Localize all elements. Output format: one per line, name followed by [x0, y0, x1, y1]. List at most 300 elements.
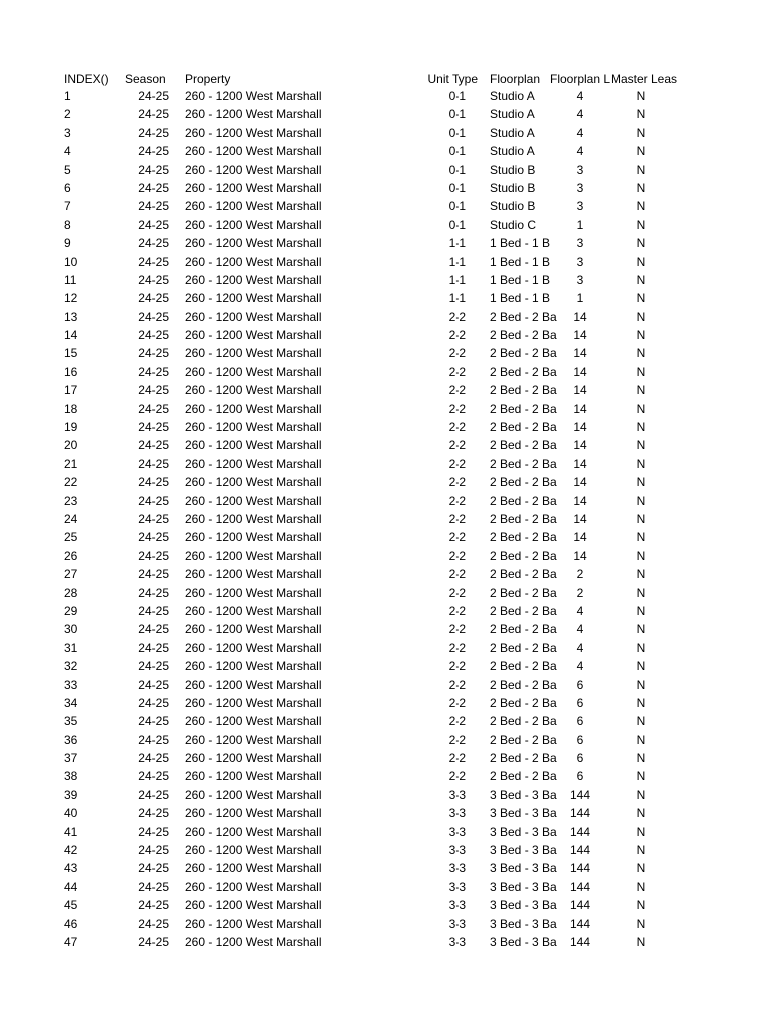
- table-row: [0, 179, 768, 197]
- cell-season: 24-25: [138, 530, 169, 545]
- table-row: [0, 253, 768, 271]
- cell-floorplan: 3 Bed - 3 Ba: [490, 898, 557, 913]
- table-row: [0, 381, 768, 399]
- cell-floorplan: Studio A: [490, 125, 535, 140]
- cell-floorplan: 2 Bed - 2 Ba: [490, 695, 557, 710]
- table-row: [0, 804, 768, 822]
- cell-floorplan-l: 4: [576, 640, 584, 655]
- cell-unit-type: 1-1: [448, 236, 466, 251]
- table-row: [0, 731, 768, 749]
- cell-master-lease: N: [636, 732, 646, 747]
- cell-floorplan: 3 Bed - 3 Ba: [490, 787, 557, 802]
- cell-index: 24: [64, 511, 78, 526]
- cell-floorplan: 2 Bed - 2 Ba: [490, 622, 557, 637]
- cell-floorplan: 3 Bed - 3 Ba: [490, 916, 557, 931]
- cell-property: 260 - 1200 West Marshall: [185, 383, 322, 398]
- cell-master-lease: N: [636, 511, 646, 526]
- cell-property: 260 - 1200 West Marshall: [185, 824, 322, 839]
- cell-index: 23: [64, 493, 78, 508]
- cell-floorplan: 2 Bed - 2 Ba: [490, 475, 557, 490]
- table-row: [0, 547, 768, 565]
- cell-property: 260 - 1200 West Marshall: [185, 548, 322, 563]
- cell-season: 24-25: [138, 493, 169, 508]
- cell-floorplan: 2 Bed - 2 Ba: [490, 751, 557, 766]
- cell-master-lease: N: [636, 107, 646, 122]
- cell-floorplan-l: 144: [569, 787, 591, 802]
- cell-season: 24-25: [138, 732, 169, 747]
- cell-index: 26: [64, 548, 78, 563]
- cell-season: 24-25: [138, 438, 169, 453]
- cell-property: 260 - 1200 West Marshall: [185, 511, 322, 526]
- cell-season: 24-25: [138, 420, 169, 435]
- cell-master-lease: N: [636, 180, 646, 195]
- cell-unit-type: 2-2: [448, 603, 466, 618]
- cell-floorplan: 2 Bed - 2 Ba: [490, 548, 557, 563]
- cell-floorplan-l: 1: [576, 217, 584, 232]
- cell-unit-type: 3-3: [448, 824, 466, 839]
- cell-unit-type: 2-2: [448, 659, 466, 674]
- cell-season: 24-25: [138, 622, 169, 637]
- cell-season: 24-25: [138, 199, 169, 214]
- cell-floorplan: 2 Bed - 2 Ba: [490, 714, 557, 729]
- header-floorplan: Floorplan: [490, 72, 541, 86]
- cell-floorplan-l: 144: [569, 861, 591, 876]
- cell-season: 24-25: [138, 144, 169, 159]
- cell-master-lease: N: [636, 236, 646, 251]
- table-row: [0, 289, 768, 307]
- header-floorplan-l: Floorplan L: [550, 72, 611, 86]
- cell-unit-type: 2-2: [448, 383, 466, 398]
- cell-season: 24-25: [138, 309, 169, 324]
- cell-floorplan-l: 144: [569, 879, 591, 894]
- cell-index: 46: [64, 916, 78, 931]
- cell-master-lease: N: [636, 843, 646, 858]
- cell-unit-type: 3-3: [448, 934, 466, 949]
- cell-unit-type: 2-2: [448, 677, 466, 692]
- table-row: [0, 473, 768, 491]
- cell-unit-type: 2-2: [448, 438, 466, 453]
- cell-floorplan-l: 6: [576, 677, 584, 692]
- cell-unit-type: 2-2: [448, 548, 466, 563]
- table-row: [0, 878, 768, 896]
- cell-unit-type: 0-1: [448, 125, 466, 140]
- cell-property: 260 - 1200 West Marshall: [185, 236, 322, 251]
- cell-floorplan-l: 6: [576, 732, 584, 747]
- cell-property: 260 - 1200 West Marshall: [185, 254, 322, 269]
- header-index: INDEX(): [64, 72, 109, 86]
- cell-index: 30: [64, 622, 78, 637]
- table-row: [0, 105, 768, 123]
- table-row: [0, 528, 768, 546]
- cell-floorplan: 1 Bed - 1 B: [490, 254, 551, 269]
- table-row: [0, 620, 768, 638]
- cell-floorplan-l: 1: [576, 291, 584, 306]
- cell-floorplan-l: 2: [576, 567, 584, 582]
- table-row: [0, 326, 768, 344]
- cell-property: 260 - 1200 West Marshall: [185, 309, 322, 324]
- cell-master-lease: N: [636, 272, 646, 287]
- cell-index: 14: [64, 328, 78, 343]
- cell-floorplan: 2 Bed - 2 Ba: [490, 364, 557, 379]
- cell-property: 260 - 1200 West Marshall: [185, 89, 322, 103]
- cell-master-lease: N: [636, 328, 646, 343]
- cell-master-lease: N: [636, 199, 646, 214]
- table-body: [0, 87, 768, 951]
- cell-index: 40: [64, 806, 78, 821]
- cell-floorplan-l: 6: [576, 769, 584, 784]
- cell-master-lease: N: [636, 585, 646, 600]
- cell-index: 37: [64, 751, 78, 766]
- table-row: [0, 859, 768, 877]
- cell-property: 260 - 1200 West Marshall: [185, 438, 322, 453]
- cell-unit-type: 2-2: [448, 769, 466, 784]
- cell-floorplan: 2 Bed - 2 Ba: [490, 493, 557, 508]
- cell-property: 260 - 1200 West Marshall: [185, 475, 322, 490]
- cell-master-lease: N: [636, 898, 646, 913]
- header-master-lease: Master Leas: [611, 72, 678, 86]
- table-row: [0, 933, 768, 951]
- cell-season: 24-25: [138, 861, 169, 876]
- cell-floorplan-l: 4: [576, 622, 584, 637]
- table-row: [0, 124, 768, 142]
- cell-floorplan-l: 4: [576, 107, 584, 122]
- cell-property: 260 - 1200 West Marshall: [185, 787, 322, 802]
- cell-unit-type: 3-3: [448, 843, 466, 858]
- cell-unit-type: 0-1: [448, 89, 466, 103]
- cell-index: 15: [64, 346, 78, 361]
- table-row: [0, 344, 768, 362]
- table-row: [0, 197, 768, 215]
- cell-season: 24-25: [138, 934, 169, 949]
- cell-index: 33: [64, 677, 78, 692]
- cell-index: 27: [64, 567, 78, 582]
- cell-floorplan: Studio B: [490, 162, 536, 177]
- cell-index: 5: [64, 162, 71, 177]
- cell-floorplan: Studio C: [490, 217, 537, 232]
- cell-floorplan: 2 Bed - 2 Ba: [490, 328, 557, 343]
- table-row: [0, 786, 768, 804]
- cell-property: 260 - 1200 West Marshall: [185, 328, 322, 343]
- header-season: Season: [125, 72, 166, 86]
- table-row: [0, 234, 768, 252]
- cell-property: 260 - 1200 West Marshall: [185, 695, 322, 710]
- cell-floorplan: 3 Bed - 3 Ba: [490, 806, 557, 821]
- cell-master-lease: N: [636, 567, 646, 582]
- cell-property: 260 - 1200 West Marshall: [185, 401, 322, 416]
- table-row: [0, 896, 768, 914]
- cell-property: 260 - 1200 West Marshall: [185, 456, 322, 471]
- cell-index: 20: [64, 438, 78, 453]
- cell-index: 4: [64, 144, 71, 159]
- cell-unit-type: 3-3: [448, 806, 466, 821]
- cell-index: 9: [64, 236, 71, 251]
- cell-season: 24-25: [138, 916, 169, 931]
- cell-unit-type: 2-2: [448, 567, 466, 582]
- cell-season: 24-25: [138, 475, 169, 490]
- cell-index: 45: [64, 898, 78, 913]
- cell-floorplan-l: 3: [576, 162, 584, 177]
- cell-unit-type: 2-2: [448, 309, 466, 324]
- cell-index: 47: [64, 934, 78, 949]
- cell-property: 260 - 1200 West Marshall: [185, 346, 322, 361]
- cell-master-lease: N: [636, 769, 646, 784]
- cell-floorplan: 3 Bed - 3 Ba: [490, 934, 557, 949]
- cell-master-lease: N: [636, 291, 646, 306]
- cell-master-lease: N: [636, 824, 646, 839]
- cell-index: 19: [64, 420, 78, 435]
- cell-floorplan-l: 14: [573, 530, 587, 545]
- cell-master-lease: N: [636, 144, 646, 159]
- header-row: [0, 71, 768, 87]
- cell-season: 24-25: [138, 548, 169, 563]
- cell-season: 24-25: [138, 107, 169, 122]
- cell-floorplan-l: 144: [569, 806, 591, 821]
- cell-index: 3: [64, 125, 71, 140]
- cell-season: 24-25: [138, 254, 169, 269]
- cell-floorplan-l: 14: [573, 309, 587, 324]
- cell-unit-type: 2-2: [448, 714, 466, 729]
- cell-floorplan: 2 Bed - 2 Ba: [490, 511, 557, 526]
- cell-floorplan-l: 144: [569, 934, 591, 949]
- cell-property: 260 - 1200 West Marshall: [185, 144, 322, 159]
- cell-season: 24-25: [138, 401, 169, 416]
- cell-master-lease: N: [636, 787, 646, 802]
- cell-property: 260 - 1200 West Marshall: [185, 732, 322, 747]
- cell-property: 260 - 1200 West Marshall: [185, 806, 322, 821]
- cell-index: 44: [64, 879, 78, 894]
- table-row: [0, 436, 768, 454]
- cell-property: 260 - 1200 West Marshall: [185, 677, 322, 692]
- cell-season: 24-25: [138, 567, 169, 582]
- cell-property: 260 - 1200 West Marshall: [185, 585, 322, 600]
- cell-unit-type: 2-2: [448, 420, 466, 435]
- cell-unit-type: 2-2: [448, 622, 466, 637]
- cell-property: 260 - 1200 West Marshall: [185, 622, 322, 637]
- cell-floorplan-l: 14: [573, 548, 587, 563]
- cell-floorplan-l: 6: [576, 751, 584, 766]
- header-unit-type: Unit Type: [427, 72, 478, 86]
- cell-season: 24-25: [138, 456, 169, 471]
- cell-floorplan-l: 6: [576, 695, 584, 710]
- cell-master-lease: N: [636, 861, 646, 876]
- cell-season: 24-25: [138, 272, 169, 287]
- cell-season: 24-25: [138, 236, 169, 251]
- table-row: [0, 87, 768, 105]
- cell-unit-type: 0-1: [448, 162, 466, 177]
- cell-season: 24-25: [138, 751, 169, 766]
- cell-property: 260 - 1200 West Marshall: [185, 751, 322, 766]
- cell-property: 260 - 1200 West Marshall: [185, 364, 322, 379]
- cell-floorplan-l: 14: [573, 511, 587, 526]
- cell-master-lease: N: [636, 934, 646, 949]
- header-property: Property: [185, 72, 231, 86]
- cell-master-lease: N: [636, 751, 646, 766]
- cell-index: 12: [64, 291, 78, 306]
- cell-property: 260 - 1200 West Marshall: [185, 493, 322, 508]
- cell-index: 2: [64, 107, 71, 122]
- cell-property: 260 - 1200 West Marshall: [185, 769, 322, 784]
- cell-unit-type: 2-2: [448, 364, 466, 379]
- cell-unit-type: 2-2: [448, 401, 466, 416]
- cell-property: 260 - 1200 West Marshall: [185, 934, 322, 949]
- cell-floorplan: 2 Bed - 2 Ba: [490, 677, 557, 692]
- cell-unit-type: 0-1: [448, 107, 466, 122]
- cell-unit-type: 1-1: [448, 272, 466, 287]
- cell-index: 1: [64, 89, 71, 103]
- cell-floorplan: 2 Bed - 2 Ba: [490, 603, 557, 618]
- cell-master-lease: N: [636, 916, 646, 931]
- cell-property: 260 - 1200 West Marshall: [185, 916, 322, 931]
- table-row: [0, 915, 768, 933]
- cell-floorplan-l: 14: [573, 328, 587, 343]
- cell-unit-type: 2-2: [448, 640, 466, 655]
- cell-unit-type: 1-1: [448, 254, 466, 269]
- cell-floorplan: 2 Bed - 2 Ba: [490, 530, 557, 545]
- cell-index: 36: [64, 732, 78, 747]
- cell-floorplan: Studio A: [490, 144, 535, 159]
- table-row: [0, 492, 768, 510]
- cell-index: 39: [64, 787, 78, 802]
- cell-property: 260 - 1200 West Marshall: [185, 530, 322, 545]
- cell-floorplan: Studio A: [490, 89, 535, 103]
- cell-property: 260 - 1200 West Marshall: [185, 199, 322, 214]
- cell-property: 260 - 1200 West Marshall: [185, 659, 322, 674]
- cell-property: 260 - 1200 West Marshall: [185, 603, 322, 618]
- cell-property: 260 - 1200 West Marshall: [185, 180, 322, 195]
- table-row: [0, 676, 768, 694]
- cell-index: 21: [64, 456, 78, 471]
- cell-property: 260 - 1200 West Marshall: [185, 162, 322, 177]
- cell-master-lease: N: [636, 806, 646, 821]
- cell-master-lease: N: [636, 622, 646, 637]
- cell-season: 24-25: [138, 769, 169, 784]
- cell-property: 260 - 1200 West Marshall: [185, 291, 322, 306]
- table-row: [0, 841, 768, 859]
- cell-unit-type: 3-3: [448, 898, 466, 913]
- table-row: [0, 510, 768, 528]
- table-row: [0, 657, 768, 675]
- cell-floorplan: 2 Bed - 2 Ba: [490, 585, 557, 600]
- table-row: [0, 363, 768, 381]
- cell-master-lease: N: [636, 309, 646, 324]
- cell-floorplan-l: 3: [576, 199, 584, 214]
- cell-property: 260 - 1200 West Marshall: [185, 567, 322, 582]
- cell-unit-type: 3-3: [448, 916, 466, 931]
- cell-floorplan: 2 Bed - 2 Ba: [490, 420, 557, 435]
- cell-index: 25: [64, 530, 78, 545]
- cell-season: 24-25: [138, 806, 169, 821]
- cell-season: 24-25: [138, 328, 169, 343]
- cell-index: 6: [64, 180, 71, 195]
- cell-floorplan: 2 Bed - 2 Ba: [490, 640, 557, 655]
- cell-master-lease: N: [636, 254, 646, 269]
- cell-floorplan: 3 Bed - 3 Ba: [490, 861, 557, 876]
- cell-index: 43: [64, 861, 78, 876]
- table-row: [0, 712, 768, 730]
- cell-master-lease: N: [636, 493, 646, 508]
- table-row: [0, 142, 768, 160]
- cell-floorplan: 1 Bed - 1 B: [490, 291, 551, 306]
- cell-index: 8: [64, 217, 71, 232]
- cell-floorplan: Studio B: [490, 199, 536, 214]
- cell-property: 260 - 1200 West Marshall: [185, 843, 322, 858]
- cell-index: 18: [64, 401, 78, 416]
- cell-floorplan-l: 14: [573, 383, 587, 398]
- cell-property: 260 - 1200 West Marshall: [185, 125, 322, 140]
- cell-floorplan-l: 3: [576, 236, 584, 251]
- cell-unit-type: 0-1: [448, 144, 466, 159]
- cell-master-lease: N: [636, 401, 646, 416]
- cell-season: 24-25: [138, 898, 169, 913]
- cell-unit-type: 1-1: [448, 291, 466, 306]
- cell-index: 34: [64, 695, 78, 710]
- cell-season: 24-25: [138, 364, 169, 379]
- cell-floorplan: 2 Bed - 2 Ba: [490, 769, 557, 784]
- cell-master-lease: N: [636, 677, 646, 692]
- cell-property: 260 - 1200 West Marshall: [185, 879, 322, 894]
- cell-master-lease: N: [636, 364, 646, 379]
- cell-unit-type: 0-1: [448, 217, 466, 232]
- table-row: [0, 602, 768, 620]
- cell-index: 29: [64, 603, 78, 618]
- cell-floorplan: 2 Bed - 2 Ba: [490, 567, 557, 582]
- cell-floorplan: Studio B: [490, 180, 536, 195]
- cell-unit-type: 2-2: [448, 456, 466, 471]
- cell-master-lease: N: [636, 659, 646, 674]
- cell-floorplan: Studio A: [490, 107, 535, 122]
- cell-season: 24-25: [138, 714, 169, 729]
- table-row: [0, 639, 768, 657]
- table-row: [0, 584, 768, 602]
- cell-floorplan-l: 4: [576, 89, 584, 103]
- cell-floorplan-l: 4: [576, 125, 584, 140]
- cell-season: 24-25: [138, 217, 169, 232]
- cell-master-lease: N: [636, 89, 646, 103]
- cell-floorplan-l: 4: [576, 659, 584, 674]
- cell-unit-type: 2-2: [448, 585, 466, 600]
- cell-unit-type: 2-2: [448, 751, 466, 766]
- table-row: [0, 161, 768, 179]
- cell-master-lease: N: [636, 879, 646, 894]
- cell-floorplan-l: 4: [576, 603, 584, 618]
- cell-season: 24-25: [138, 89, 169, 103]
- cell-unit-type: 2-2: [448, 493, 466, 508]
- cell-floorplan-l: 14: [573, 493, 587, 508]
- cell-master-lease: N: [636, 475, 646, 490]
- cell-unit-type: 2-2: [448, 695, 466, 710]
- spreadsheet: [0, 71, 768, 951]
- cell-unit-type: 0-1: [448, 180, 466, 195]
- cell-season: 24-25: [138, 640, 169, 655]
- cell-floorplan-l: 144: [569, 843, 591, 858]
- cell-master-lease: N: [636, 125, 646, 140]
- cell-floorplan: 3 Bed - 3 Ba: [490, 843, 557, 858]
- cell-floorplan: 1 Bed - 1 B: [490, 236, 551, 251]
- cell-season: 24-25: [138, 511, 169, 526]
- cell-floorplan: 2 Bed - 2 Ba: [490, 438, 557, 453]
- cell-index: 16: [64, 364, 78, 379]
- table-row: [0, 216, 768, 234]
- cell-season: 24-25: [138, 125, 169, 140]
- cell-season: 24-25: [138, 162, 169, 177]
- cell-floorplan: 2 Bed - 2 Ba: [490, 732, 557, 747]
- cell-floorplan: 1 Bed - 1 B: [490, 272, 551, 287]
- cell-floorplan-l: 2: [576, 585, 584, 600]
- cell-floorplan: 2 Bed - 2 Ba: [490, 383, 557, 398]
- cell-floorplan-l: 14: [573, 475, 587, 490]
- cell-floorplan-l: 4: [576, 144, 584, 159]
- cell-index: 42: [64, 843, 78, 858]
